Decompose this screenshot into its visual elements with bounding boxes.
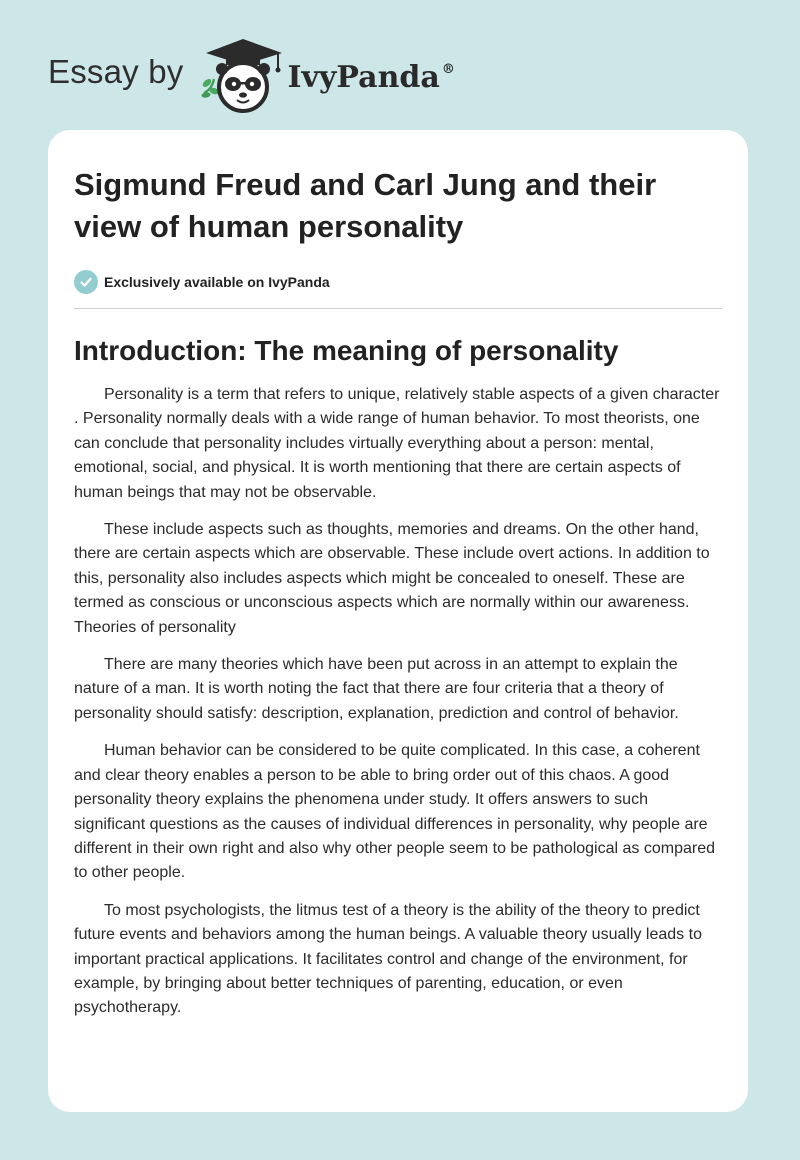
check-icon — [74, 270, 98, 294]
site-header — [48, 30, 455, 120]
panda-graduate-icon — [198, 35, 288, 115]
essay-card — [48, 130, 748, 1112]
brand-text: IvyPanda — [287, 59, 440, 95]
exclusive-label: Exclusively available on IvyPanda — [104, 274, 330, 290]
registered-mark: ® — [441, 61, 455, 77]
essay-title: Sigmund Freud and Carl Jung and their view of human personality — [74, 167, 657, 244]
essay-body — [74, 383, 722, 1021]
brand-name — [288, 60, 455, 95]
ivypanda-logo[interactable] — [198, 35, 455, 115]
paragraph: These include aspects such as thoughts, memories and dreams. On the other hand, there are certain aspects which are observable. These include overt actions. In addition to this, personality also includes aspects which might be concealed to oneself. These are termed as conscious or unconscious aspects which are normally within our awareness. Theories of personality — [74, 521, 710, 636]
essay-by-label: Essay by — [48, 53, 184, 90]
section-heading: Introduction: The meaning of personality — [74, 335, 619, 366]
paragraph: Personality is a term that refers to unique, relatively stable aspects of a given character . Personality normally deals with a wide range of human behavior. To most theorists, one can conclude that personality includes virtually everything about a person: mental, emotional, social, and physical. It is worth mentioning that there are certain aspects of human beings that may not be observable. — [74, 386, 720, 501]
paragraph: To most psychologists, the litmus test of a theory is the ability of the theory to predict future events and behaviors among the human beings. A valuable theory usually leads to important practical applications. It facilitates control and change of the environment, for example, by bringing about better techniques of parenting, education, or even psychotherapy. — [74, 901, 702, 1017]
exclusive-badge — [74, 270, 722, 294]
paragraph: Human behavior can be considered to be quite complicated. In this case, a coherent and clear theory enables a person to be able to bring order out of this chaos. A good personality theory explains the phenomena under study. It offers answers to such significant questions as the causes of individual differences in personality, why people are different in their own right and also why other people seem to be pathological as compared to other people. — [74, 742, 715, 882]
paragraph: There are many theories which have been put across in an attempt to explain the nature of a man. It is worth noting the fact that there are four criteria that a theory of personality should satisfy: description, explanation, prediction and control of behavior. — [74, 656, 679, 722]
title-divider — [74, 308, 722, 309]
